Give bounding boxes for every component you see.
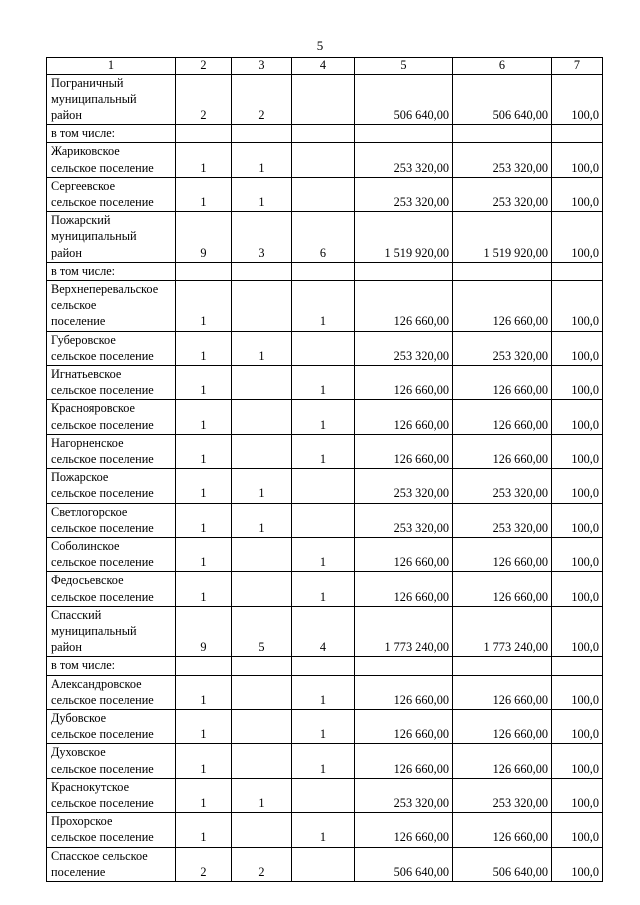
name-line: район (51, 640, 82, 655)
cell-count-total (176, 657, 232, 675)
cell-amount-actual: 126 660,00 (453, 434, 552, 468)
name-line: поселение (51, 314, 106, 329)
cell-count-total: 1 (176, 778, 232, 812)
cell-count-total (176, 125, 232, 143)
cell-count-total (176, 262, 232, 280)
cell-percent: 100,0 (552, 177, 603, 211)
column-header: 6 (453, 58, 552, 75)
table-row (47, 657, 603, 675)
cell-count-col4: 1 (292, 744, 355, 778)
cell-percent: 100,0 (552, 606, 603, 657)
column-header: 7 (552, 58, 603, 75)
cell-municipality-name (47, 280, 176, 331)
cell-amount-actual (453, 657, 552, 675)
cell-count-col3: 3 (232, 212, 292, 263)
cell-municipality-name (47, 675, 176, 709)
cell-count-col3: 1 (232, 469, 292, 503)
cell-amount-planned: 253 320,00 (355, 177, 453, 211)
cell-percent: 100,0 (552, 813, 603, 847)
cell-percent: 100,0 (552, 400, 603, 434)
table-row (47, 434, 603, 468)
cell-municipality-name (47, 331, 176, 365)
cell-percent: 100,0 (552, 469, 603, 503)
cell-percent: 100,0 (552, 744, 603, 778)
cell-count-total: 1 (176, 143, 232, 177)
cell-count-col3 (232, 400, 292, 434)
cell-amount-actual: 126 660,00 (453, 813, 552, 847)
name-line: сельское поселение (51, 692, 154, 707)
cell-count-col4: 1 (292, 434, 355, 468)
cell-amount-actual: 126 660,00 (453, 400, 552, 434)
name-line: сельское (51, 298, 97, 313)
cell-count-col4 (292, 778, 355, 812)
cell-count-col3 (232, 657, 292, 675)
table-row (47, 143, 603, 177)
cell-count-col3 (232, 813, 292, 847)
page-number: 5 (316, 38, 324, 53)
cell-percent (552, 262, 603, 280)
cell-amount-planned (355, 125, 453, 143)
cell-count-col3 (232, 280, 292, 331)
cell-amount-planned: 506 640,00 (355, 74, 453, 125)
name-line: сельское поселение (51, 348, 154, 363)
name-line: сельское поселение (51, 761, 154, 776)
name-line: Федосьевское (51, 573, 124, 588)
name-line: Пожарский (51, 213, 111, 228)
table-row (47, 365, 603, 399)
cell-count-total: 1 (176, 537, 232, 571)
cell-count-col3: 1 (232, 143, 292, 177)
table-row (47, 606, 603, 657)
cell-count-total: 1 (176, 675, 232, 709)
cell-amount-actual (453, 125, 552, 143)
cell-count-col3 (232, 572, 292, 606)
cell-count-col4 (292, 847, 355, 881)
cell-count-col4 (292, 74, 355, 125)
cell-amount-actual: 126 660,00 (453, 365, 552, 399)
table-row (47, 177, 603, 211)
cell-amount-planned: 253 320,00 (355, 778, 453, 812)
name-line: поселение (51, 864, 106, 879)
cell-count-col4: 4 (292, 606, 355, 657)
cell-percent: 100,0 (552, 74, 603, 125)
name-line: сельское поселение (51, 520, 154, 535)
table-row (47, 400, 603, 434)
table-row (47, 125, 603, 143)
cell-amount-actual (453, 262, 552, 280)
cell-count-col4: 1 (292, 710, 355, 744)
table-row (47, 262, 603, 280)
cell-percent: 100,0 (552, 537, 603, 571)
cell-percent: 100,0 (552, 280, 603, 331)
cell-count-col4: 1 (292, 572, 355, 606)
name-line: Краснояровское (51, 401, 136, 416)
cell-count-col3 (232, 537, 292, 571)
cell-count-col4: 1 (292, 537, 355, 571)
table-row (47, 74, 603, 125)
cell-percent: 100,0 (552, 212, 603, 263)
cell-count-col3: 1 (232, 177, 292, 211)
cell-count-total: 1 (176, 177, 232, 211)
cell-percent: 100,0 (552, 365, 603, 399)
name-line: Соболинское (51, 538, 120, 553)
cell-municipality-name (47, 606, 176, 657)
cell-amount-planned: 1 519 920,00 (355, 212, 453, 263)
name-line: Краснокутское (51, 779, 130, 794)
cell-amount-actual: 126 660,00 (453, 280, 552, 331)
cell-count-col3 (232, 744, 292, 778)
cell-amount-planned (355, 262, 453, 280)
name-line: муниципальный (51, 229, 137, 244)
cell-amount-planned: 126 660,00 (355, 537, 453, 571)
cell-count-col4: 6 (292, 212, 355, 263)
name-line: муниципальный (51, 624, 137, 638)
cell-amount-planned (355, 657, 453, 675)
table-row (47, 331, 603, 365)
name-line: сельское поселение (51, 727, 154, 742)
table-row (47, 675, 603, 709)
cell-count-total: 9 (176, 606, 232, 657)
name-line: сельское поселение (51, 796, 154, 811)
cell-amount-planned: 126 660,00 (355, 365, 453, 399)
cell-count-col3: 2 (232, 847, 292, 881)
cell-count-col3: 2 (232, 74, 292, 125)
name-line: Сергеевское (51, 178, 116, 193)
column-number-row (47, 58, 603, 75)
table-row (47, 744, 603, 778)
cell-amount-actual: 253 320,00 (453, 143, 552, 177)
name-line: в том числе: (51, 263, 116, 278)
table-row (47, 212, 603, 263)
cell-percent: 100,0 (552, 434, 603, 468)
cell-count-total: 2 (176, 74, 232, 125)
table-row (47, 813, 603, 847)
name-line: сельское поселение (51, 589, 154, 604)
cell-percent: 100,0 (552, 143, 603, 177)
name-line: сельское поселение (51, 555, 154, 570)
table-row (47, 778, 603, 812)
table-row (47, 503, 603, 537)
cell-municipality-name (47, 74, 176, 125)
cell-amount-planned: 126 660,00 (355, 434, 453, 468)
column-header: 3 (232, 58, 292, 75)
name-line: сельское поселение (51, 383, 154, 398)
cell-count-col4 (292, 657, 355, 675)
name-line: Нагорненское (51, 435, 124, 450)
cell-count-total: 1 (176, 813, 232, 847)
cell-amount-actual: 253 320,00 (453, 778, 552, 812)
cell-count-total: 1 (176, 503, 232, 537)
cell-count-col3 (232, 365, 292, 399)
name-line: Верхнеперевальское (51, 281, 159, 296)
cell-municipality-name (47, 143, 176, 177)
cell-amount-actual: 253 320,00 (453, 469, 552, 503)
cell-count-col4: 1 (292, 813, 355, 847)
name-line: Спасское сельское (51, 848, 148, 863)
name-line: Светлогорское (51, 504, 128, 519)
cell-amount-planned: 126 660,00 (355, 280, 453, 331)
cell-count-col3 (232, 710, 292, 744)
column-header: 2 (176, 58, 232, 75)
name-line: Игнатьевское (51, 366, 122, 381)
cell-count-total: 1 (176, 469, 232, 503)
cell-amount-planned: 253 320,00 (355, 469, 453, 503)
cell-count-col4 (292, 143, 355, 177)
cell-count-total: 1 (176, 400, 232, 434)
cell-municipality-name (47, 365, 176, 399)
cell-amount-planned: 126 660,00 (355, 572, 453, 606)
cell-count-total: 1 (176, 331, 232, 365)
cell-count-total: 1 (176, 434, 232, 468)
cell-municipality-name (47, 125, 176, 143)
cell-municipality-name (47, 400, 176, 434)
cell-percent: 100,0 (552, 331, 603, 365)
cell-count-total: 2 (176, 847, 232, 881)
name-line: район (51, 245, 82, 260)
name-line: сельское поселение (51, 160, 154, 175)
table-row (47, 280, 603, 331)
cell-count-col4: 1 (292, 675, 355, 709)
name-line: Жариковское (51, 144, 120, 159)
cell-count-total: 1 (176, 572, 232, 606)
cell-municipality-name (47, 262, 176, 280)
cell-amount-actual: 253 320,00 (453, 177, 552, 211)
cell-municipality-name (47, 778, 176, 812)
cell-municipality-name (47, 503, 176, 537)
name-line: Пожарское (51, 470, 109, 485)
cell-count-col4: 1 (292, 365, 355, 399)
cell-municipality-name (47, 177, 176, 211)
table-row (47, 847, 603, 881)
cell-count-col4 (292, 503, 355, 537)
name-line: Александровское (51, 676, 142, 691)
cell-percent (552, 125, 603, 143)
cell-amount-planned: 126 660,00 (355, 813, 453, 847)
cell-count-col3 (232, 675, 292, 709)
name-line: сельское поселение (51, 830, 154, 845)
cell-municipality-name (47, 537, 176, 571)
cell-count-col4 (292, 177, 355, 211)
name-line: сельское поселение (51, 417, 154, 432)
cell-count-col3 (232, 125, 292, 143)
cell-percent: 100,0 (552, 572, 603, 606)
cell-amount-actual: 506 640,00 (453, 74, 552, 125)
name-line: Дубовское (51, 711, 107, 726)
name-line: сельское поселение (51, 194, 154, 209)
column-header: 5 (355, 58, 453, 75)
cell-municipality-name (47, 469, 176, 503)
cell-count-col3: 5 (232, 606, 292, 657)
cell-amount-planned: 253 320,00 (355, 143, 453, 177)
cell-count-col4 (292, 331, 355, 365)
name-line: Прохорское (51, 814, 113, 829)
cell-amount-planned: 126 660,00 (355, 744, 453, 778)
name-line: Пограничный (51, 75, 124, 90)
name-line: Спасский (51, 607, 102, 622)
cell-count-col3 (232, 434, 292, 468)
cell-amount-actual: 126 660,00 (453, 537, 552, 571)
column-header: 1 (47, 58, 176, 75)
cell-count-col3 (232, 262, 292, 280)
cell-count-col3: 1 (232, 503, 292, 537)
cell-percent: 100,0 (552, 847, 603, 881)
cell-amount-actual: 253 320,00 (453, 503, 552, 537)
name-line: Губеровское (51, 332, 116, 347)
table-row (47, 469, 603, 503)
cell-amount-actual: 1 519 920,00 (453, 212, 552, 263)
cell-percent: 100,0 (552, 778, 603, 812)
cell-count-col4: 1 (292, 280, 355, 331)
cell-percent: 100,0 (552, 503, 603, 537)
name-line: муниципальный (51, 91, 137, 106)
table-row (47, 572, 603, 606)
cell-municipality-name (47, 744, 176, 778)
cell-count-total: 1 (176, 744, 232, 778)
table-row (47, 710, 603, 744)
cell-amount-actual: 253 320,00 (453, 331, 552, 365)
cell-municipality-name (47, 710, 176, 744)
name-line: в том числе: (51, 658, 116, 673)
cell-count-total: 1 (176, 365, 232, 399)
cell-count-total: 1 (176, 280, 232, 331)
cell-count-col4: 1 (292, 400, 355, 434)
cell-municipality-name (47, 212, 176, 263)
cell-municipality-name (47, 847, 176, 881)
cell-amount-planned: 1 773 240,00 (355, 606, 453, 657)
cell-municipality-name (47, 434, 176, 468)
column-header: 4 (292, 58, 355, 75)
cell-count-total: 1 (176, 710, 232, 744)
cell-amount-planned: 126 660,00 (355, 675, 453, 709)
cell-amount-actual: 126 660,00 (453, 744, 552, 778)
cell-municipality-name (47, 572, 176, 606)
cell-count-col4 (292, 469, 355, 503)
name-line: сельское поселение (51, 451, 154, 466)
cell-amount-actual: 126 660,00 (453, 572, 552, 606)
cell-amount-planned: 506 640,00 (355, 847, 453, 881)
cell-municipality-name (47, 813, 176, 847)
cell-count-col4 (292, 262, 355, 280)
name-line: район (51, 107, 82, 122)
cell-amount-actual: 126 660,00 (453, 675, 552, 709)
cell-amount-planned: 126 660,00 (355, 710, 453, 744)
cell-municipality-name (47, 657, 176, 675)
cell-count-col3: 1 (232, 778, 292, 812)
name-line: в том числе: (51, 126, 116, 141)
cell-count-total: 9 (176, 212, 232, 263)
name-line: Духовское (51, 745, 106, 760)
cell-percent (552, 657, 603, 675)
cell-amount-actual: 1 773 240,00 (453, 606, 552, 657)
allocation-table (46, 57, 603, 882)
cell-count-col3: 1 (232, 331, 292, 365)
cell-percent: 100,0 (552, 675, 603, 709)
cell-count-col4 (292, 125, 355, 143)
cell-amount-actual: 126 660,00 (453, 710, 552, 744)
cell-amount-planned: 126 660,00 (355, 400, 453, 434)
cell-percent: 100,0 (552, 710, 603, 744)
name-line: сельское поселение (51, 486, 154, 501)
cell-amount-planned: 253 320,00 (355, 331, 453, 365)
cell-amount-planned: 253 320,00 (355, 503, 453, 537)
table-row (47, 537, 603, 571)
cell-amount-actual: 506 640,00 (453, 847, 552, 881)
